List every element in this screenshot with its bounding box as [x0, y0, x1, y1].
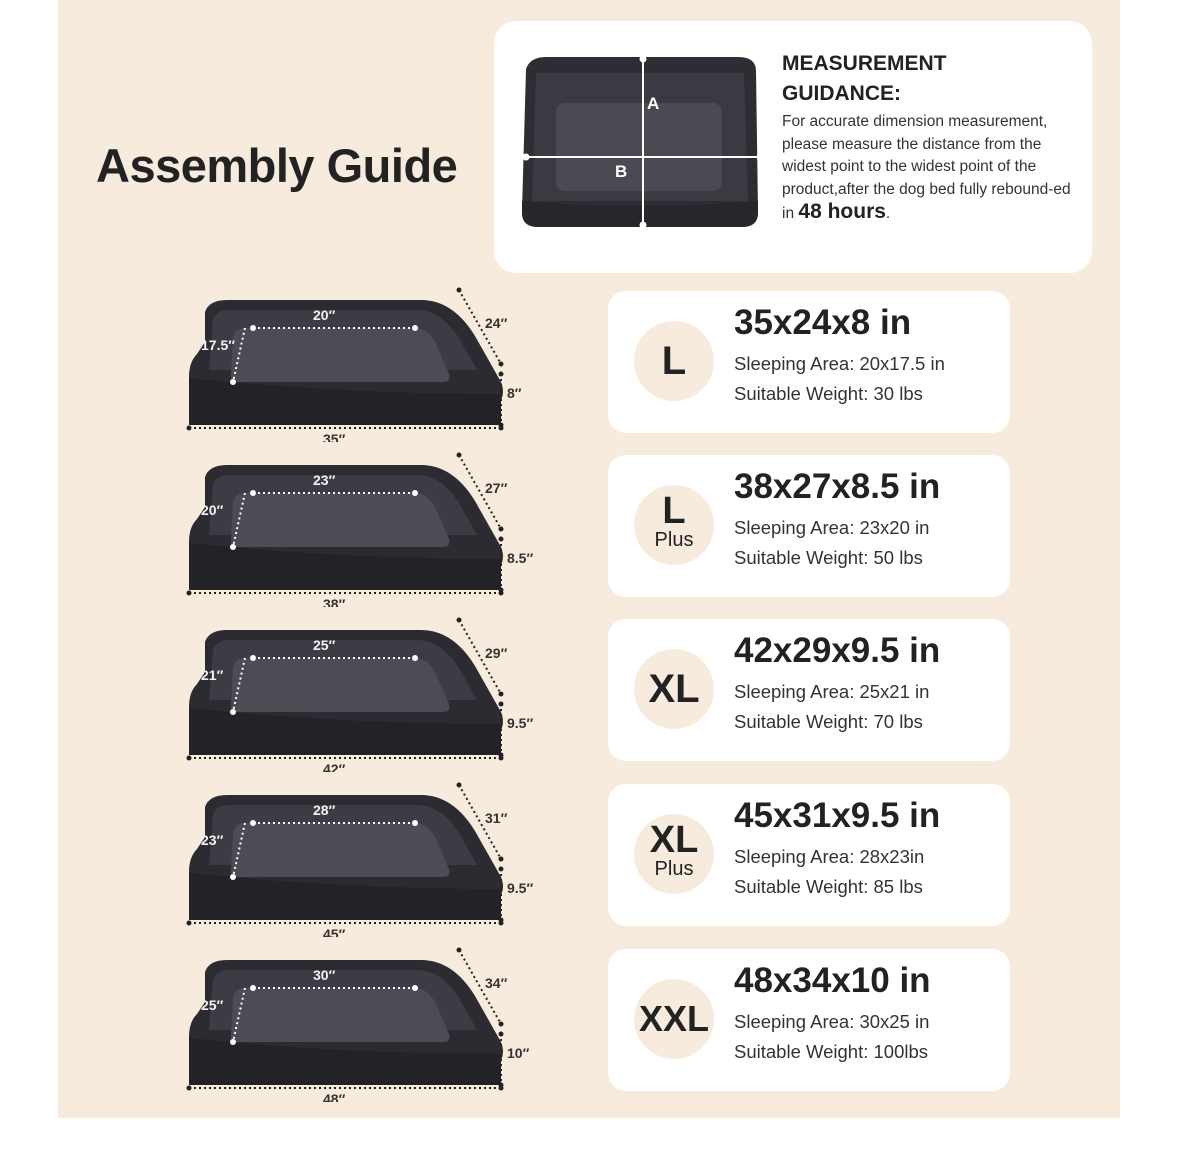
bed-width: 45″ [323, 926, 346, 937]
sleeping-area: Sleeping Area: 23x20 in [734, 517, 930, 538]
bed-image-2 [183, 447, 553, 612]
bed-height: 8″ [507, 385, 522, 401]
page-title: Assembly Guide [96, 139, 458, 192]
bed-width: 48″ [323, 1091, 346, 1102]
bed-inner-width: 20″ [313, 307, 336, 323]
bed-inner-depth: 17.5″ [201, 337, 235, 353]
suitable-weight: Suitable Weight: 85 lbs [734, 876, 923, 897]
size-badge [634, 814, 714, 894]
bed-inner-width: 28″ [313, 802, 336, 818]
bed-inner-depth: 20″ [201, 502, 224, 518]
sleeping-area: Sleeping Area: 20x17.5 in [734, 353, 945, 374]
bed-width: 35″ [323, 431, 346, 442]
bed-inner-depth: 23″ [201, 832, 224, 848]
sleeping-area: Sleeping Area: 30x25 in [734, 1011, 930, 1032]
bed-width: 38″ [323, 596, 346, 607]
guidance-text: For accurate dimension measurement, please measure the distance from the widest point to the widest point of the product,after the dog bed fully rebound-ed in 48 hours. [782, 113, 1071, 223]
size-code: L [661, 339, 687, 383]
size-card [608, 455, 1010, 597]
size-dimensions: 48x34x10 in [734, 961, 931, 1000]
guidance-highlight: 48 hours [798, 200, 886, 223]
bed-diagram [183, 942, 553, 1102]
size-code: XL [648, 667, 700, 711]
bed-diagram [183, 612, 553, 772]
bed-image-4 [183, 777, 553, 942]
size-code: L [662, 490, 686, 532]
bed-image-1 [183, 282, 553, 447]
suitable-weight: Suitable Weight: 50 lbs [734, 547, 923, 568]
size-card [608, 784, 1010, 926]
bed-image-3 [183, 612, 553, 777]
bed-depth: 29″ [485, 645, 508, 661]
bed-inner-depth: 21″ [201, 667, 224, 683]
bed-inner-width: 30″ [313, 967, 336, 983]
size-badge [634, 649, 714, 729]
bed-height: 8.5″ [507, 550, 534, 566]
size-card [608, 291, 1010, 433]
sleeping-area: Sleeping Area: 28x23in [734, 846, 925, 867]
size-dimensions: 45x31x9.5 in [734, 796, 941, 835]
sleeping-area: Sleeping Area: 25x21 in [734, 681, 930, 702]
size-plus: Plus [654, 858, 694, 880]
bed-depth: 24″ [485, 315, 508, 331]
suitable-weight: Suitable Weight: 100lbs [734, 1041, 929, 1062]
bed-height: 9.5″ [507, 880, 534, 896]
label-b: B [615, 162, 628, 181]
size-code: XXL [638, 998, 709, 1039]
bed-depth: 31″ [485, 810, 508, 826]
size-code: XL [649, 819, 699, 861]
bed-depth: 27″ [485, 480, 508, 496]
bed-inner-depth: 25″ [201, 997, 224, 1013]
size-badge [634, 979, 714, 1059]
suitable-weight: Suitable Weight: 70 lbs [734, 711, 923, 732]
size-dimensions: 35x24x8 in [734, 303, 912, 342]
bed-depth: 34″ [485, 975, 508, 991]
guide-bed-image [516, 51, 761, 231]
size-badge [634, 485, 714, 565]
measurement-guidance-card [494, 21, 1092, 273]
bed-height: 10″ [507, 1045, 530, 1061]
bed-inner-width: 25″ [313, 637, 336, 653]
bed-height: 9.5″ [507, 715, 534, 731]
size-dimensions: 42x29x9.5 in [734, 631, 941, 670]
bed-diagram [183, 447, 553, 607]
bed-diagram [183, 282, 553, 442]
suitable-weight: Suitable Weight: 30 lbs [734, 383, 923, 404]
size-plus: Plus [654, 529, 694, 551]
size-card [608, 619, 1010, 761]
size-dimensions: 38x27x8.5 in [734, 467, 941, 506]
size-card [608, 949, 1010, 1091]
guidance-heading: MEASUREMENT GUIDANCE: [782, 52, 947, 105]
bed-inner-width: 23″ [313, 472, 336, 488]
label-a: A [647, 94, 660, 113]
bed-width: 42″ [323, 761, 346, 772]
size-badge [634, 321, 714, 401]
bed-diagram [183, 777, 553, 937]
bed-image-5 [183, 942, 553, 1107]
